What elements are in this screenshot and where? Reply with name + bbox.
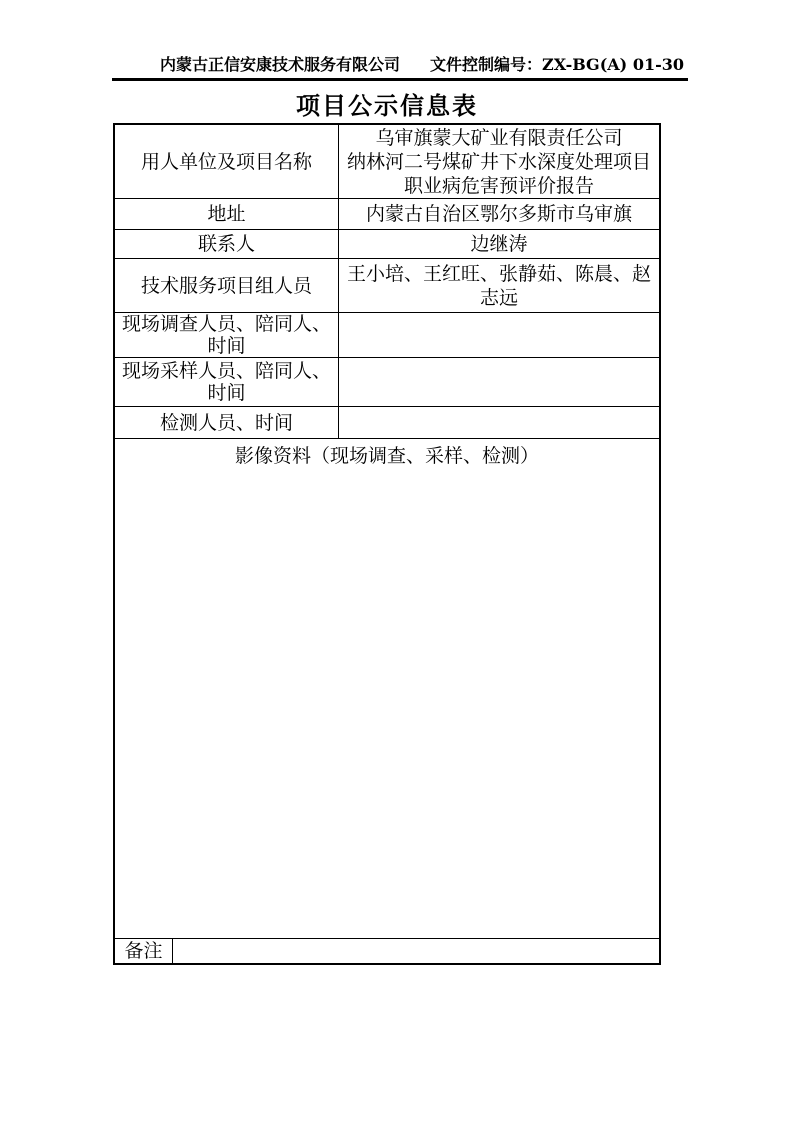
row-value-address: 内蒙古自治区鄂尔多斯市乌审旗 bbox=[365, 203, 632, 225]
row-label-remarks: 备注 bbox=[115, 939, 173, 963]
row-label-contact: 联系人 bbox=[115, 230, 339, 258]
table-row-remarks bbox=[115, 939, 659, 963]
row-label-service-team: 技术服务项目组人员 bbox=[115, 259, 339, 312]
row-label-address: 地址 bbox=[115, 199, 339, 229]
header-company-name: 内蒙古正信安康技术服务有限公司 bbox=[160, 55, 401, 74]
value-line-3: 职业病危害预评价报告 bbox=[403, 174, 594, 197]
table-row-employer-project bbox=[115, 125, 659, 199]
row-label-sampling-personnel: 现场采样人员、陪同人、时间 bbox=[115, 358, 339, 406]
row-label-employer-project: 用人单位及项目名称 bbox=[115, 125, 339, 198]
value-line-2: 纳林河二号煤矿井下水深度处理项目 bbox=[346, 150, 651, 173]
header-doc-control-number: 文件控制编号：ZX-BG(A) 01-30 bbox=[430, 55, 684, 74]
row-value-contact: 边继涛 bbox=[470, 233, 528, 255]
value-line-1: 乌审旗蒙大矿业有限责任公司 bbox=[375, 126, 623, 149]
document-header bbox=[112, 55, 688, 81]
row-value-service-team: 王小培、王红旺、张静茹、陈晨、赵志远 bbox=[346, 262, 651, 309]
table-row-service-team bbox=[115, 259, 659, 313]
row-value-sampling-personnel bbox=[339, 358, 659, 406]
table-row-sampling-personnel bbox=[115, 358, 659, 407]
table-row-address bbox=[115, 199, 659, 230]
row-label-testing-personnel: 检测人员、时间 bbox=[115, 407, 339, 438]
media-section-title: 影像资料（现场调查、采样、检测） bbox=[234, 445, 539, 467]
page-title: 项目公示信息表 bbox=[296, 91, 478, 120]
row-value-remarks bbox=[173, 939, 659, 963]
table-row-testing-personnel bbox=[115, 407, 659, 439]
row-value-survey-personnel bbox=[339, 313, 659, 357]
row-value-testing-personnel bbox=[339, 407, 659, 438]
table-row-contact bbox=[115, 230, 659, 259]
row-value-employer-project bbox=[339, 125, 659, 198]
project-info-table bbox=[113, 123, 661, 965]
media-section bbox=[115, 439, 659, 939]
row-label-survey-personnel: 现场调查人员、陪同人、时间 bbox=[115, 313, 339, 357]
table-row-survey-personnel bbox=[115, 313, 659, 358]
